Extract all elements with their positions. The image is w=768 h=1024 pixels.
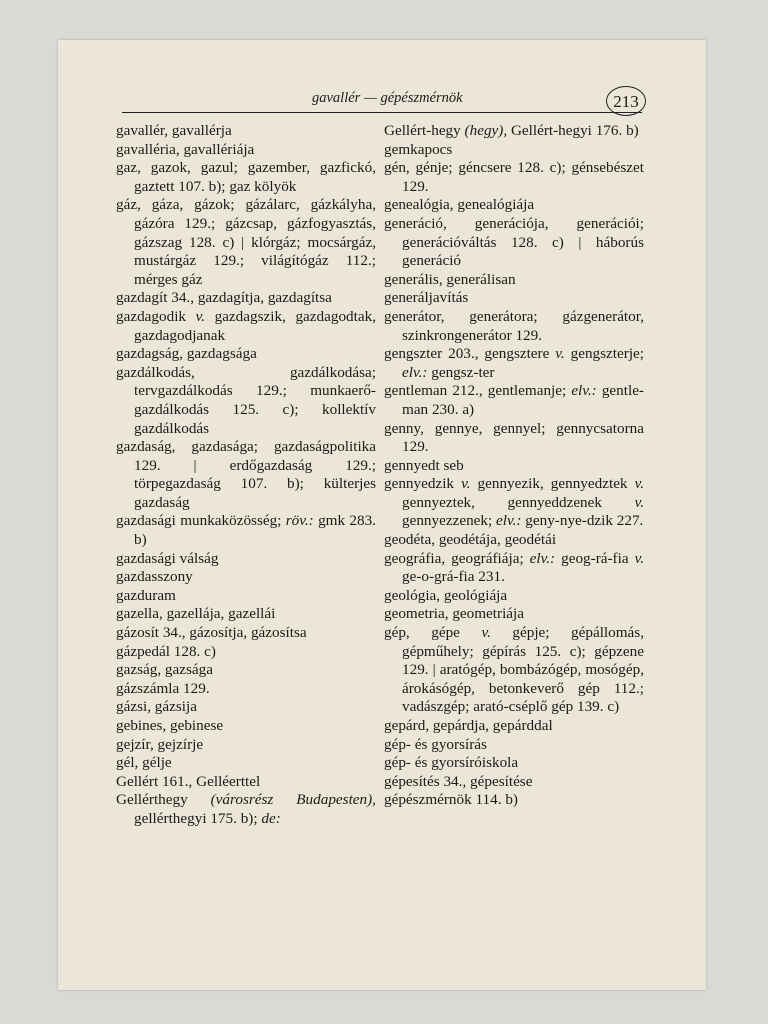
- entry-text: röv.:: [285, 512, 314, 530]
- entry-text: gejzír, gejzírje: [116, 735, 204, 753]
- entry-text: gebines, gebinese: [116, 717, 224, 734]
- entry-text: genny, gennye, gennyel; gennycsatorna 129.: [384, 419, 644, 456]
- entry-text: gép- és gyorsíróiskola: [384, 754, 519, 772]
- entry-text: gengsz-ter: [427, 363, 495, 381]
- dictionary-entry: [116, 754, 376, 773]
- entry-text: gázpedál 128. c): [116, 642, 216, 660]
- entry-text: Gellért-hegy: [384, 122, 465, 139]
- dictionary-entry: [116, 736, 376, 755]
- dictionary-entry: [116, 624, 376, 643]
- entry-text: v.: [634, 475, 644, 493]
- left-column: [116, 122, 376, 829]
- entry-text: gépészmérnök 114. b): [384, 791, 518, 809]
- dictionary-entry: [116, 680, 376, 699]
- dictionary-entry: [384, 308, 644, 345]
- entry-text: gepárd, gepárdja, gepárddal: [384, 717, 553, 734]
- dictionary-entry: [384, 475, 644, 531]
- dictionary-entry: [384, 531, 644, 550]
- entry-text: v.: [195, 307, 206, 325]
- entry-text: gentleman 212., gentlemanje;: [384, 382, 572, 400]
- entry-text: gentle-man 230. a): [402, 382, 644, 418]
- dictionary-entry: [384, 196, 644, 215]
- entry-text: gazdaság, gazdasága; gazdaságpolitika 129. | erdőgazdaság 129.; törpegazdaság 107. b); külterjes gazdaság: [116, 438, 376, 511]
- dictionary-entry: [384, 773, 644, 792]
- entry-text: gáz, gáza, gázok; gázálarc, gázkályha, gázóra 129.; gázcsap, gázfogyasztás, gázszag 128. c) | klórgáz; mocsárgáz, mustárgáz 129.; világítógáz 112.; mérges gáz: [116, 196, 376, 288]
- entry-text: gazdagság, gazdagsága: [116, 345, 257, 363]
- dictionary-entry: [384, 791, 644, 810]
- dictionary-entry: [384, 159, 644, 196]
- dictionary-entry: [384, 550, 644, 587]
- entry-text: gén, génje; géncsere 128. c); génsebészet 129.: [384, 159, 644, 195]
- entry-text: gazdasági munkaközösség;: [116, 512, 286, 530]
- dictionary-entry: [116, 512, 376, 549]
- entry-text: genealógia, genealógiája: [384, 196, 535, 214]
- dictionary-entry: [116, 159, 376, 196]
- entry-text: gazdagszik, gazdagodtak, gazdagodjanak: [134, 307, 376, 344]
- entry-text: gazella, gazellája, gazellái: [116, 605, 276, 623]
- entry-text: v.: [555, 345, 565, 363]
- dictionary-entry: [384, 122, 644, 141]
- dictionary-entry: [384, 382, 644, 419]
- entry-text: gazdasszony: [116, 568, 193, 586]
- dictionary-entry: [116, 661, 376, 680]
- entry-text: elv.:: [402, 363, 428, 381]
- dictionary-page: [58, 40, 706, 990]
- entry-text: gazdagít 34., gazdagítja, gazdagítsa: [116, 289, 332, 307]
- dictionary-entry: [116, 345, 376, 364]
- right-column: [384, 122, 644, 810]
- dictionary-entry: [116, 587, 376, 606]
- dictionary-entry: [116, 196, 376, 289]
- entry-text: gellérthegyi 175. b);: [134, 809, 262, 827]
- entry-text: de:: [261, 809, 281, 827]
- entry-text: gennyeztek, gennyeddzenek: [402, 493, 635, 511]
- entry-text: gázsi, gázsija: [116, 698, 197, 716]
- entry-text: gemkapocs: [384, 140, 453, 158]
- running-head: gavallér — gépészmérnök: [312, 90, 463, 106]
- dictionary-entry: [384, 736, 644, 755]
- entry-text: gépje; gépállomás, gépműhely; gépírás 125. c); gépzene 129. | aratógép, bombázógép, mosógép, árokásógép, betonkeverő gép 112.; vadászgép; arató-cséplő gép 139. c): [402, 624, 644, 716]
- entry-text: Gellért-hegyi 176. b): [507, 122, 639, 139]
- dictionary-entry: [384, 624, 644, 717]
- entry-text: gennyezik, gennyedztek: [470, 475, 635, 493]
- dictionary-entry: [384, 215, 644, 271]
- dictionary-entry: [384, 289, 644, 308]
- entry-text: geog-rá-fia: [555, 549, 635, 567]
- entry-text: gaz, gazok, gazul; gazember, gazfickó, gaztett 107. b); gaz kölyök: [116, 159, 376, 195]
- entry-text: geológia, geológiája: [384, 586, 508, 604]
- entry-text: gengszterje;: [564, 345, 645, 363]
- entry-text: elv.:: [571, 382, 597, 400]
- entry-text: generáció, generációja, generációi; generációváltás 128. c) | háborús generáció: [384, 214, 644, 270]
- entry-text: Gellérthegy: [116, 791, 211, 809]
- entry-text: gazdasági válság: [116, 549, 219, 567]
- entry-text: gennyezzenek;: [402, 512, 497, 530]
- entry-text: gengszter 203., gengsztere: [384, 345, 556, 363]
- entry-text: gmk 283. b): [134, 512, 376, 549]
- entry-text: geográfia, geográfiája;: [384, 549, 530, 567]
- entry-text: gennyedt seb: [384, 456, 464, 474]
- dictionary-entry: [116, 791, 376, 828]
- entry-text: generális, generálisan: [384, 270, 516, 288]
- entry-text: gazdagodik: [116, 307, 196, 325]
- entry-text: gazduram: [116, 586, 176, 604]
- dictionary-entry: [384, 141, 644, 160]
- dictionary-entry: [116, 698, 376, 717]
- entry-text: gázosít 34., gázosítja, gázosítsa: [116, 624, 307, 642]
- dictionary-entry: [384, 271, 644, 290]
- entry-text: generátor, generátora; gázgenerátor, szinkrongenerátor 129.: [384, 307, 644, 344]
- entry-text: generáljavítás: [384, 289, 469, 307]
- dictionary-entry: [384, 717, 644, 736]
- dictionary-entry: [116, 308, 376, 345]
- entry-text: elv.:: [496, 512, 522, 530]
- entry-text: gavallér, gavallérja: [116, 122, 232, 139]
- dictionary-entry: [116, 717, 376, 736]
- entry-text: gazdálkodás, gazdálkodása; tervgazdálkodás 129.; munkaerő-gazdálkodás 125. c); kollektív gazdálkodás: [116, 363, 376, 437]
- entry-text: v.: [481, 624, 491, 642]
- entry-text: gavalléria, gavallériája: [116, 140, 255, 158]
- entry-text: (városrész Budapesten),: [210, 791, 376, 809]
- dictionary-entry: [116, 122, 376, 141]
- entry-text: elv.:: [529, 549, 556, 567]
- entry-text: (hegy),: [464, 122, 508, 139]
- dictionary-entry: [384, 420, 644, 457]
- entry-text: gép, gépe: [384, 624, 482, 642]
- dictionary-entry: [384, 754, 644, 773]
- entry-text: gél, gélje: [116, 754, 172, 772]
- entry-text: geometria, geometriája: [384, 605, 524, 623]
- entry-text: v.: [634, 493, 644, 511]
- entry-text: gázszámla 129.: [116, 679, 210, 697]
- entry-text: geodéta, geodétája, geodétái: [384, 531, 557, 549]
- dictionary-entry: [116, 643, 376, 662]
- dictionary-entry: [116, 364, 376, 438]
- page-header: [122, 90, 642, 113]
- dictionary-entry: [116, 438, 376, 512]
- dictionary-entry: [116, 141, 376, 160]
- entry-text: gazság, gazsága: [116, 661, 213, 679]
- dictionary-entry: [116, 568, 376, 587]
- dictionary-entry: [116, 289, 376, 308]
- page-number: 213: [606, 86, 646, 116]
- entry-text: gépesítés 34., gépesítése: [384, 772, 533, 790]
- entry-text: gennyedzik: [384, 475, 462, 493]
- dictionary-entry: [116, 605, 376, 624]
- entry-text: v.: [461, 475, 471, 493]
- entry-text: v.: [634, 549, 644, 567]
- entry-text: Gellért 161., Gelléerttel: [116, 772, 261, 790]
- dictionary-entry: [116, 773, 376, 792]
- dictionary-entry: [384, 345, 644, 382]
- entry-text: ge-o-grá-fia 231.: [402, 568, 505, 586]
- entry-text: gép- és gyorsírás: [384, 735, 487, 753]
- dictionary-entry: [384, 457, 644, 476]
- dictionary-entry: [116, 550, 376, 569]
- dictionary-entry: [384, 587, 644, 606]
- dictionary-entry: [384, 605, 644, 624]
- entry-text: geny-nye-dzik 227.: [521, 512, 644, 530]
